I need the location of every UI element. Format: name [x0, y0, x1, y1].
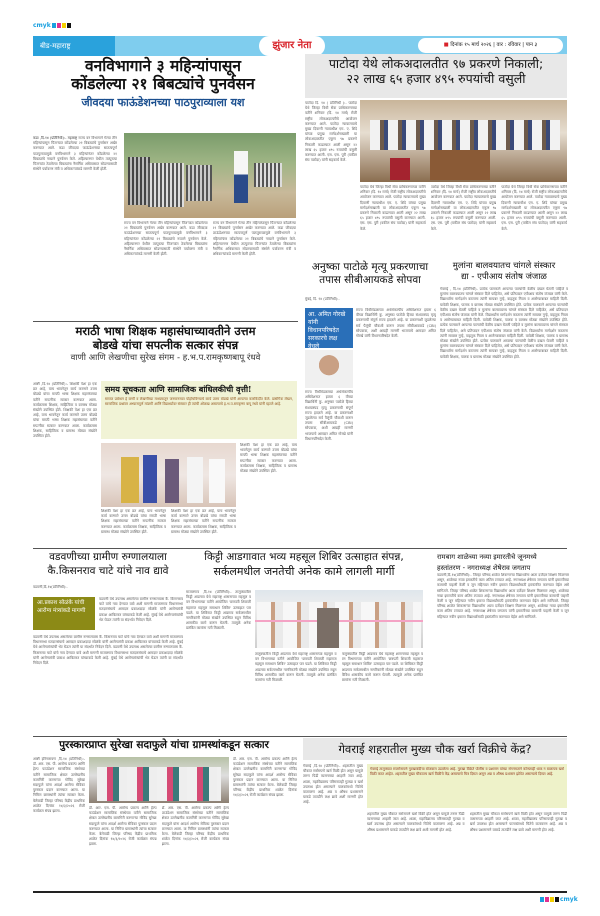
dateline: गेवराई ,दि.१४ (प्रतिनिधी):-: [303, 764, 341, 768]
cmyk-registration-mark: [540, 896, 578, 903]
article-columns: [255, 652, 423, 730]
article-body: [186, 590, 251, 730]
table: [430, 150, 490, 180]
body-text: तालुक्यातील किट्टी आडगाव येथे महाराष्ट्र शासनाच्या महसूल व वन विभागाच्या वतीने आयोजित 'छत्रपती शिवाजी महाराज महसूल समाधान शिबिर' उत्साहात पार पडले. या शिबिरात किट्टी आडगाव सर्कलमधील नागरिकांनी मोठ्या संख्येने उपस्थित राहून विविध शासकीय कामे करून घेतली. त्यामुळे अनेक प्रलंबित कामांना गती मिळाली.: [341, 652, 423, 683]
article-body: राज्य विधीमंडळाच्या अर्थसंकल्पीय अधिवेशनात इयत्ता ६ वीच्या विद्यार्थिनी कु. अनुष्का पाटोळे हिच्या संशयास्पद मृत्यू प्रकरणाची संपूर्ण राज्य हादरले आहे. या प्रकरणाशी जुडलेल्या सर्व पैलूंची चौकशी करून तपास सीबीआयकडे (CBI) सोपवावा, अशी आग्रही मागणी भाजपाचे आमदार अमित गोरखे यांनी विधानपरिषदेत केली.: [305, 390, 353, 441]
dateline: गेवराई , दि.१४ (प्रतिनिधी)-: [440, 287, 478, 291]
body-text: प्रत्येक पालकाने आपल्या पाल्यांची वेळीच दखल घेतली पाहिजे व मुलांना बालवयातच चांगले संस्कार दिले पाहिजेत, असे प्रतिपादन एपीआय संतोष जंजाळ यांनी केले. विद्यार्थ्यांना मार्गदर्शन करताना त्यांनी सायबर गुन्हे, वाहतूक नियम व आरोग्याबाबत माहिती दिली. यावेळी शिक्षक, पालक व ग्रामस्थ मोठ्या संख्येने उपस्थित होते.: [440, 302, 568, 323]
masthead-bar: [33, 36, 567, 56]
divider: [33, 321, 298, 322]
footer-rule: [33, 891, 567, 893]
body-text: वडवणी येथे उपलब्ध असलेल्या ग्रामीण रुग्णालयास कै. किसनराव चाटे यांचे नाव देण्यात यावे अशी मागणी माजलगाव विधानसभा मतदारसंघाचे आमदार प्रकाशदादा सोळंके यांनी आरोग्यमंत्री प्रकाश आबिटकर यांच्याकडे केली आहे. मुंबई येथे आरोग्यमंत्र्यांची भेट घेऊन त्यांनी या संदर्भात निवेदन दिले.: [33, 645, 183, 666]
ribbon: [255, 620, 423, 622]
ribbon-cutting-photo: [255, 590, 423, 648]
felicitation-photo: [101, 443, 236, 507]
cmyk-label: cmyk: [560, 896, 578, 903]
body-text: डॉ. आर. एस. पी. आरोग्य प्रकल्प आणि हेल्प फाउंडेशन सामाजिक संस्थेच्या वतीने सामाजिक क्षेत्रात उल्लेखनीय कामगिरी करणाऱ्या गोविंद सुरेखा सदाफुले यांना आदर्श आरोग्य सेविका पुरस्कार प्रदान करण्यात आला. या निमित्त ग्रामस्थांनी त्यांचा सत्कार केला. बेलेवाडी जिल्हा परिषद केंद्रीय प्राथमिक शाळेत दिनांक १४/३/२०२६ रोजी कार्यक्रम संपन्न झाला.: [89, 806, 157, 847]
headline: किट्टी आडगावात भव्य महसूल शिबिर उत्साहात संपन्न,: [204, 551, 404, 563]
headline: मुलांना बालवयातच चांगले संस्कार: [452, 261, 556, 271]
article-columns: [89, 806, 229, 888]
body-text: पाटोदा येथे जिल्हा विधी सेवा प्राधिकरणाच्या वतीने शनिवार (दि. १४ मार्च) रोजी राष्ट्रीय लोकअदालतीचे आयोजन करण्यात आले. पाटोदा न्यायालयाचे मुख्य दिवाणी न्यायाधीश एम. ए. शिंदे यांच्या प्रमुख मार्गदर्शनाखाली या लोकअदालतीत एकूण ९७ प्रकरणे निकाली काढण्यात आली असून २२ लाख ६५ हजार ४९५ रुपयांची वसुली करण्यात आली. एस. एस. पुरी (वकील संघ पाटोदा) यांनी सहकार्य केले.: [430, 185, 497, 231]
region-label: बीड-महाराष्ट्र: [33, 36, 115, 56]
cyan-swatch: [540, 897, 544, 902]
body-text: प्रत्येक पालकाने आपल्या पाल्यांची वेळीच दखल घेतली पाहिजे व मुलांना बालवयातच चांगले संस्कार दिले पाहिजेत, असे प्रतिपादन एपीआय संतोष जंजाळ यांनी केले. विद्यार्थ्यांना मार्गदर्शन करताना त्यांनी सायबर गुन्हे, वाहतूक नियम व आरोग्याबाबत माहिती दिली. यावेळी शिक्षक, पालक व ग्रामस्थ मोठ्या संख्येने उपस्थित होते.: [440, 287, 568, 307]
article-kitti: [186, 552, 422, 578]
article-body: डॉ. आर. एस. पी. आरोग्य प्रकल्प आणि हेल्प फाउंडेशन सामाजिक संस्थेच्या वतीने सामाजिक क्षेत्रात उल्लेखनीय कामगिरी करणाऱ्या गोविंद सुरेखा सदाफुले यांना आदर्श आरोग्य सेविका पुरस्कार प्रदान करण्यात आला. या निमित्त ग्रामस्थांनी त्यांचा सत्कार केला. बेलेवाडी जिल्हा परिषद केंद्रीय प्राथमिक शाळेत दिनांक १४/३/२०२६ रोजी कार्यक्रम संपन्न झाला.: [233, 757, 297, 798]
leopard-cages-photo: [124, 133, 296, 218]
article-columns: [360, 185, 567, 257]
body-text: जिल्हा परिषद शाळेत शिकणाऱ्या विद्यार्थ्यांना आता दर्जेदार शिक्षण मिळणार असून, शाळेच्या नव्या इमारतीचे काम अंतिम टप्प्यात आहे. नगराध्यक्ष शेषेराव जगताप यांनी इमारतीच्या कामाची पाहणी केली व जून महिन्यात नवीन इमारत विद्यार्थ्यांसाठी हस्तांतरित करण्यात येईल असे सांगितले.: [437, 588, 569, 604]
body-text: पाटोदा येथे जिल्हा विधी सेवा प्राधिकरणाच्या वतीने शनिवार (दि. १४ मार्च) रोजी राष्ट्रीय लोकअदालतीचे आयोजन करण्यात आले. पाटोदा न्यायालयाचे मुख्य दिवाणी न्यायाधीश एम. ए. शिंदे यांच्या प्रमुख मार्गदर्शनाखाली या लोकअदालतीत एकूण ९७ प्रकरणे निकाली काढण्यात आली असून २२ लाख ६५ हजार ४९५ रुपयांची वसुली करण्यात आली. एस. एस. पुरी (वकील संघ पाटोदा) यांनी सहकार्य केले.: [360, 185, 426, 231]
people-group: [257, 602, 421, 648]
body-text: राज्य वन विभागाने गेल्या तीन महिन्यांपासून पिंजऱ्यात कोंडलेल्या २१ बिबट्यांचे पुनर्वसन अखेर करण्यात आले. कडा जीवदया फाऊंडेशनच्या सातत्यपूर्ण पाठपुराव्यामुळे वनविभागाने ३ महिन्यांनंतर कोंडलेल्या २१ बिबट्यांचे नव्याने पुनर्वसन केले. अहिल्यानगर येथील तात्पुरत्या पिंजऱ्यांत ठेवलेल्या बिबट्यांना नैसर्गिक अधिवासात सोडण्यासाठी संस्थेने पर्यावरण मंत्री व अधिकाऱ्यांकडे मागणी केली होती.: [212, 221, 296, 257]
headline: पुरस्कारप्राप्त सुरेखा सदाफुले यांचा ग्रामस्थांकडून सत्कार: [59, 739, 269, 751]
headline: अनुष्का पाटोळे मृत्यू प्रकरणाचा: [311, 261, 429, 273]
dateline: वडवणी,दि.१४(प्रतिनिधी):-: [33, 585, 68, 589]
person: [234, 151, 248, 203]
cmyk-registration-mark: [33, 22, 71, 29]
article-columns: [367, 812, 567, 888]
people-group: [97, 767, 221, 801]
subhead: वाणी आणि लेखणीचा सुरेख संगम - ह.भ.प.रामकृष्णबापू रंधवे: [70, 353, 261, 364]
article-marathi-teacher: [33, 325, 298, 363]
dateline: माजलगाव ,दि.१४ (प्रतिनिधी):-: [186, 590, 232, 594]
callout-box: आ.प्रकाश सोळंके यांची आरोग्य मंत्र्यांकडे मागणी: [33, 597, 95, 630]
headline: तपास सीबीआयकडे सोपवा: [319, 274, 421, 287]
article-wadwani: [33, 552, 183, 577]
headline: सर्कलमधील जनतेची अनेक कामे लागली मार्गी: [213, 565, 395, 579]
body-text: डॉ. आर. एस. पी. आरोग्य प्रकल्प आणि हेल्प फाउंडेशन सामाजिक संस्थेच्या वतीने सामाजिक क्षेत्रात उल्लेखनीय कामगिरी करणाऱ्या गोविंद सुरेखा सदाफुले यांना आदर्श आरोग्य सेविका पुरस्कार प्रदान करण्यात आला. या निमित्त ग्रामस्थांनी त्यांचा सत्कार केला. बेलेवाडी जिल्हा परिषद केंद्रीय प्राथमिक शाळेत दिनांक १४/३/२०२६ रोजी कार्यक्रम संपन्न झाला.: [161, 806, 229, 847]
person: [143, 455, 157, 503]
people-group: [370, 120, 560, 150]
highlight-box: [367, 764, 567, 808]
body-text: शिक्षकी पेशा हा एक व्रत आहे, याच भावनेतून कार्य करणारे उत्तम बोडखे यांचा मराठी भाषा शिक्षक महासंघाच्या वतीने सपत्नीक सत्कार करण्यात आला. कार्यक्रमास शिक्षक, साहित्यिक व ग्रामस्थ मोठ्या संख्येने उपस्थित होते.: [171, 509, 236, 534]
headline: पाटोदा येथे लोकअदालतीत ९७ प्रकरणे निकाली;: [328, 56, 544, 71]
headline: कोंडलेल्या २१ बिबट्यांचे पुनर्वसन: [71, 74, 255, 94]
person: [121, 457, 139, 503]
yellow-swatch: [62, 23, 66, 28]
highlight-box-title: समय सूचकता आणि सामाजिक बांधिलकीची वृत्ती!: [105, 384, 252, 394]
body-text: शिक्षकी पेशा हा एक व्रत आहे, याच भावनेतून कार्य करणारे उत्तम बोडखे यांचा मराठी भाषा शिक्षक महासंघाच्या वतीने सपत्नीक सत्कार करण्यात आला. कार्यक्रमास शिक्षक, साहित्यिक व ग्रामस्थ मोठ्या संख्येने उपस्थित होते.: [33, 382, 97, 413]
cmyk-label: cmyk: [33, 22, 51, 29]
cyan-swatch: [52, 23, 56, 28]
body-text: तालुक्यातील किट्टी आडगाव येथे महाराष्ट्र शासनाच्या महसूल व वन विभागाच्या वतीने आयोजित 'छत्रपती शिवाजी महाराज महसूल समाधान शिबिर' उत्साहात पार पडले. या शिबिरात किट्टी आडगाव सर्कलमधील नागरिकांनी मोठ्या संख्येने उपस्थित राहून विविध शासकीय कामे करून घेतली. त्यामुळे अनेक प्रलंबित कामांना गती मिळाली.: [186, 590, 251, 631]
article-columns: [124, 221, 296, 319]
article-body: [33, 136, 117, 316]
headline: वनविभागाने ३ महिन्यांपासून: [85, 56, 241, 75]
highlight-box-body: गेवराई तालुक्यात राजरोसपणे गुटखाबंदीचा बोजवारा उडालेला आहे. गुटखा विक्रेते पोलीस व प्रशासन यांच्या संगनमताने कोणताही धाक न बाळगता खर्रा विक्री करत आहेत. शहरातील मुख्य चौकातच खर्रा विक्रीचे केंद्र असल्याचे चित्र दिसत असून अन्न व औषध प्रशासन झोपेत असल्याचे दिसत आहे.: [370, 767, 564, 777]
cage: [148, 163, 184, 207]
article-body: [305, 101, 357, 257]
headline: वडवणीच्या ग्रामीण रुग्णालयाला: [49, 551, 167, 563]
headline: कै.किसनराव चाटे यांचे नाव द्यावे: [47, 565, 169, 578]
subhead: जीवदया फाऊंडेशनच्या पाठपुराव्याला यश: [81, 95, 245, 109]
body-text: वडवणी येथे उपलब्ध असलेल्या ग्रामीण रुग्णालयास कै. किसनराव चाटे यांचे नाव देण्यात यावे अशी मागणी माजलगाव विधानसभा मतदारसंघाचे आमदार प्रकाशदादा सोळंके यांनी आरोग्यमंत्री प्रकाश आबिटकर यांच्याकडे केली आहे. मुंबई येथे आरोग्यमंत्र्यांची भेट घेऊन त्यांनी या संदर्भात निवेदन दिले.: [33, 635, 183, 650]
highlight-box-body: समाज प्रबोधन हे वाणी व लेखणीच्या माध्यमातून जनमानसात पोहोचविण्याचे कार्य उत्तम बोडखे यांनी आपल्या कारकिर्दीत केले. प्रासंगिक लेखन, सामाजिक प्रश्नांवर अभ्यासपूर्ण मांडणी आणि विद्यार्थ्यांवर संस्कार ही त्यांची ओळख असल्याचे ह.भ.प.रामकृष्ण बापू रंधवे यांनी म्हटले आहे.: [105, 397, 293, 407]
date-line: ■ दिनांक १५ मार्च २०२६ | वार : रविवार | पान ३: [418, 38, 563, 53]
body-text: राज्य वन विभागाने गेल्या तीन महिन्यांपासून पिंजऱ्यात कोंडलेल्या २१ बिबट्यांचे पुनर्वसन अखेर करण्यात आले. कडा जीवदया फाऊंडेशनच्या सातत्यपूर्ण पाठपुराव्यामुळे वनविभागाने ३ महिन्यांनंतर कोंडलेल्या २१ बिबट्यांचे नव्याने पुनर्वसन केले. अहिल्यानगर येथील तात्पुरत्या पिंजऱ्यांत ठेवलेल्या बिबट्यांना नैसर्गिक अधिवासात सोडण्यासाठी संस्थेने पर्यावरण मंत्री व अधिकाऱ्यांकडे मागणी केली होती.: [33, 136, 117, 172]
newspaper-logo: झुंजार नेता: [259, 36, 325, 56]
body-text: प्रत्येक पालकाने आपल्या पाल्यांची वेळीच दखल घेतली पाहिजे व मुलांना बालवयातच चांगले संस्कार दिले पाहिजेत, असे प्रतिपादन एपीआय संतोष जंजाळ यांनी केले. विद्यार्थ्यांना मार्गदर्शन करताना त्यांनी सायबर गुन्हे, वाहतूक नियम व आरोग्याबाबत माहिती दिली. यावेळी शिक्षक, पालक व ग्रामस्थ मोठ्या संख्येने उपस्थित होते.: [440, 339, 568, 359]
body-text: शिक्षकी पेशा हा एक व्रत आहे, याच भावनेतून कार्य करणारे उत्तम बोडखे यांचा मराठी भाषा शिक्षक महासंघाच्या वतीने सपत्नीक सत्कार करण्यात आला. कार्यक्रमास शिक्षक, साहित्यिक व ग्रामस्थ मोठ्या संख्येने उपस्थित होते.: [33, 408, 97, 439]
headline: रामबाग शाळेच्या नव्या इमारतीचे जूनमध्ये: [437, 553, 537, 561]
yellow-swatch: [550, 897, 554, 902]
article-body: [437, 573, 569, 733]
divider: [33, 548, 567, 549]
article-body: राज्य विधीमंडळाच्या अर्थसंकल्पीय अधिवेशनात इयत्ता ६ वीच्या विद्यार्थिनी कु. अनुष्का पाटोळे हिच्या संशयास्पद मृत्यू प्रकरणाची संपूर्ण राज्य हादरले आहे. या प्रकरणाशी जुडलेल्या सर्व पैलूंची चौकशी करून तपास सीबीआयकडे (CBI) सोपवावा, अशी आग्रही मागणी भाजपाचे आमदार अमित गोरखे यांनी विधानपरिषदेत केली.: [356, 308, 436, 339]
dateline: पाटोदा दि. १४ ( प्रतिनिधी ):-: [305, 101, 347, 105]
article-columns: [101, 509, 236, 543]
article-body: [33, 757, 85, 887]
article-body: [33, 635, 183, 730]
article-body: [303, 764, 363, 888]
headline: २२ लाख ६५ हजार ४९५ रुपयांची वसुली: [346, 71, 526, 87]
article-patoda-headline-box: [305, 54, 567, 98]
article-body: [440, 287, 568, 542]
dateline: वडवणी,दि.१४(प्रतिनिधी):-: [437, 573, 472, 577]
divider: [33, 736, 567, 737]
cage: [254, 163, 282, 187]
article-ramnagar: [437, 552, 569, 572]
headline: बोडखे यांचा सपत्नीक सत्कार संपन्न: [92, 338, 239, 353]
headline: हस्तांतरण - नगराध्यक्ष शेषेराव जगताप: [437, 564, 531, 572]
headline: द्या - एपीआय संतोष जंजाळ: [461, 271, 547, 282]
person: [165, 459, 179, 503]
article-leopards: [33, 58, 293, 108]
felicitation-group-photo: [89, 757, 229, 803]
dateline: मुंबई, दि. १४ (प्रतिनिधी):-: [305, 297, 340, 301]
black-swatch: [67, 23, 71, 28]
article-body: वडवणी येथे उपलब्ध असलेल्या ग्रामीण रुग्णालयास कै. किसनराव चाटे यांचे नाव देण्यात यावे अशी मागणी माजलगाव विधानसभा मतदारसंघाचे आमदार प्रकाशदादा सोळंके यांनी आरोग्यमंत्री प्रकाश आबिटकर यांच्याकडे केली आहे. मुंबई येथे आरोग्यमंत्र्यांची भेट घेऊन त्यांनी या संदर्भात निवेदन दिले.: [99, 597, 183, 622]
magenta-swatch: [57, 23, 61, 28]
callout-box: आ. अमित गोरखे यांनी विधानपरिषदेत सरकारचे लक्ष वेधले: [305, 308, 353, 348]
politician-portrait: [305, 350, 353, 388]
person: [209, 459, 225, 503]
body-text: शहरातील मुख्य चौकात सर्रासपणे खर्रा विक्री होत असून यामुळे तरुण पिढी व्यसनाच्या आहारी जात आहे. शाळा, महाविद्यालय परिसरातही गुटखा व खर्रा उपलब्ध होत असल्याने पालकांमध्ये चिंतेचे वातावरण आहे. अन्न व औषध प्रशासनाने याकडे तातडीने लक्ष द्यावे अशी मागणी होत आहे.: [303, 764, 363, 805]
highlight-box: [101, 381, 297, 439]
headline: मराठी भाषा शिक्षक महासंघाच्यावतीने उत्तम: [75, 324, 256, 338]
article-mulanna: [440, 262, 568, 282]
cage: [128, 157, 150, 205]
magenta-swatch: [545, 897, 549, 902]
article-gevrai-headline-box: [303, 738, 567, 760]
body-text: शहरातील मुख्य चौकात सर्रासपणे खर्रा विक्री होत असून यामुळे तरुण पिढी व्यसनाच्या आहारी जात आहे. शाळा, महाविद्यालय परिसरातही गुटखा व खर्रा उपलब्ध होत असल्याने पालकांमध्ये चिंतेचे वातावरण आहे. अन्न व औषध प्रशासनाने याकडे तातडीने लक्ष द्यावे अशी मागणी होत आहे.: [367, 812, 465, 832]
article-anushka: [305, 262, 435, 286]
date-text: दिनांक १५ मार्च २०२६ | वार : रविवार | पान ३: [450, 42, 538, 48]
dateline: आष्टी ,दि.१४ (प्रतिनिधी):-: [33, 382, 69, 386]
dateline: आष्टी हरिनारायण ,दि.१४ (प्रतिनिधी):-: [33, 757, 85, 761]
body-text: जिल्हा परिषद शाळेत शिकणाऱ्या विद्यार्थ्यांना आता दर्जेदार शिक्षण मिळणार असून, शाळेच्या नव्या इमारतीचे काम अंतिम टप्प्यात आहे. नगराध्यक्ष शेषेराव जगताप यांनी इमारतीच्या कामाची पाहणी केली व जून महिन्यात नवीन इमारत विद्यार्थ्यांसाठी हस्तांतरित करण्यात येईल असे सांगितले.: [437, 599, 569, 619]
article-body: शिक्षकी पेशा हा एक व्रत आहे, याच भावनेतून कार्य करणारे उत्तम बोडखे यांचा मराठी भाषा शिक्षक महासंघाच्या वतीने सपत्नीक सत्कार करण्यात आला. कार्यक्रमास शिक्षक, साहित्यिक व ग्रामस्थ मोठ्या संख्येने उपस्थित होते.: [240, 443, 297, 474]
person: [187, 457, 203, 503]
body-text: राज्य वन विभागाने गेल्या तीन महिन्यांपासून पिंजऱ्यात कोंडलेल्या २१ बिबट्यांचे पुनर्वसन अखेर करण्यात आले. कडा जीवदया फाऊंडेशनच्या सातत्यपूर्ण पाठपुराव्यामुळे वनविभागाने ३ महिन्यांनंतर कोंडलेल्या २१ बिबट्यांचे नव्याने पुनर्वसन केले. अहिल्यानगर येथील तात्पुरत्या पिंजऱ्यांत ठेवलेल्या बिबट्यांना नैसर्गिक अधिवासात सोडण्यासाठी संस्थेने पर्यावरण मंत्री व अधिकाऱ्यांकडे मागणी केली होती.: [124, 221, 208, 257]
body-text: पाटोदा येथे जिल्हा विधी सेवा प्राधिकरणाच्या वतीने शनिवार (दि. १४ मार्च) रोजी राष्ट्रीय लोकअदालतीचे आयोजन करण्यात आले. पाटोदा न्यायालयाचे मुख्य दिवाणी न्यायाधीश एम. ए. शिंदे यांच्या प्रमुख मार्गदर्शनाखाली या लोकअदालतीत एकूण ९७ प्रकरणे निकाली काढण्यात आली असून २२ लाख ६५ हजार ४९५ रुपयांची वसुली करण्यात आली. एस. एस. पुरी (वकील संघ पाटोदा) यांनी सहकार्य केले.: [501, 185, 568, 231]
body-text: प्रत्येक पालकाने आपल्या पाल्यांची वेळीच दखल घेतली पाहिजे व मुलांना बालवयातच चांगले संस्कार दिले पाहिजेत, असे प्रतिपादन एपीआय संतोष जंजाळ यांनी केले. विद्यार्थ्यांना मार्गदर्शन करताना त्यांनी सायबर गुन्हे, वाहतूक नियम व आरोग्याबाबत माहिती दिली. यावेळी शिक्षक, पालक व ग्रामस्थ मोठ्या संख्येने उपस्थित होते.: [440, 323, 568, 344]
body-text: तालुक्यातील किट्टी आडगाव येथे महाराष्ट्र शासनाच्या महसूल व वन विभागाच्या वतीने आयोजित 'छत्रपती शिवाजी महाराज महसूल समाधान शिबिर' उत्साहात पार पडले. या शिबिरात किट्टी आडगाव सर्कलमधील नागरिकांनी मोठ्या संख्येने उपस्थित राहून विविध शासकीय कामे करून घेतली. त्यामुळे अनेक प्रलंबित कामांना गती मिळाली.: [255, 652, 337, 683]
lok-adalat-photo: [360, 100, 567, 182]
headline: गेवराई शहरातील मुख्य चौक खर्रा विक्रीचे केंद्र?: [338, 742, 532, 756]
body-text: शिक्षकी पेशा हा एक व्रत आहे, याच भावनेतून कार्य करणारे उत्तम बोडखे यांचा मराठी भाषा शिक्षक महासंघाच्या वतीने सपत्नीक सत्कार करण्यात आला. कार्यक्रमास शिक्षक, साहित्यिक व ग्रामस्थ मोठ्या संख्येने उपस्थित होते.: [101, 509, 166, 534]
body-text: जिल्हा परिषद शाळेत शिकणाऱ्या विद्यार्थ्यांना आता दर्जेदार शिक्षण मिळणार असून, शाळेच्या नव्या इमारतीचे काम अंतिम टप्प्यात आहे. नगराध्यक्ष शेषेराव जगताप यांनी इमारतीच्या कामाची पाहणी केली व जून महिन्यात नवीन इमारत विद्यार्थ्यांसाठी हस्तांतरित करण्यात येईल असे सांगितले.: [437, 573, 569, 593]
article-body: [33, 382, 97, 542]
person: [317, 608, 339, 648]
body-text: पाटोदा येथे जिल्हा विधी सेवा प्राधिकरणाच्या वतीने शनिवार (दि. १४ मार्च) रोजी राष्ट्रीय लोकअदालतीचे आयोजन करण्यात आले. पाटोदा न्यायालयाचे मुख्य दिवाणी न्यायाधीश एम. ए. शिंदे यांच्या प्रमुख मार्गदर्शनाखाली या लोकअदालतीत एकूण ९७ प्रकरणे निकाली काढण्यात आली असून २२ लाख ६५ हजार ४९५ रुपयांची वसुली करण्यात आली. एस. एस. पुरी (वकील संघ पाटोदा) यांनी सहकार्य केले.: [305, 101, 357, 163]
dateline: कडा ,दि.१४ (प्रतिनिधी):- महाराष्ट्र: [33, 136, 78, 140]
body-text: डॉ. आर. एस. पी. आरोग्य प्रकल्प आणि हेल्प फाउंडेशन सामाजिक संस्थेच्या वतीने सामाजिक क्षेत्रात उल्लेखनीय कामगिरी करणाऱ्या गोविंद सुरेखा सदाफुले यांना आदर्श आरोग्य सेविका पुरस्कार प्रदान करण्यात आला. या निमित्त ग्रामस्थांनी त्यांचा सत्कार केला. बेलेवाडी जिल्हा परिषद केंद्रीय प्राथमिक शाळेत दिनांक १४/३/२०२६ रोजी कार्यक्रम संपन्न झाला.: [33, 762, 85, 814]
body-text: शहरातील मुख्य चौकात सर्रासपणे खर्रा विक्री होत असून यामुळे तरुण पिढी व्यसनाच्या आहारी जात आहे. शाळा, महाविद्यालय परिसरातही गुटखा व खर्रा उपलब्ध होत असल्याने पालकांमध्ये चिंतेचे वातावरण आहे. अन्न व औषध प्रशासनाने याकडे तातडीने लक्ष द्यावे अशी मागणी होत आहे.: [469, 812, 567, 832]
black-swatch: [555, 897, 559, 902]
person: [390, 158, 410, 180]
cage: [186, 165, 212, 201]
